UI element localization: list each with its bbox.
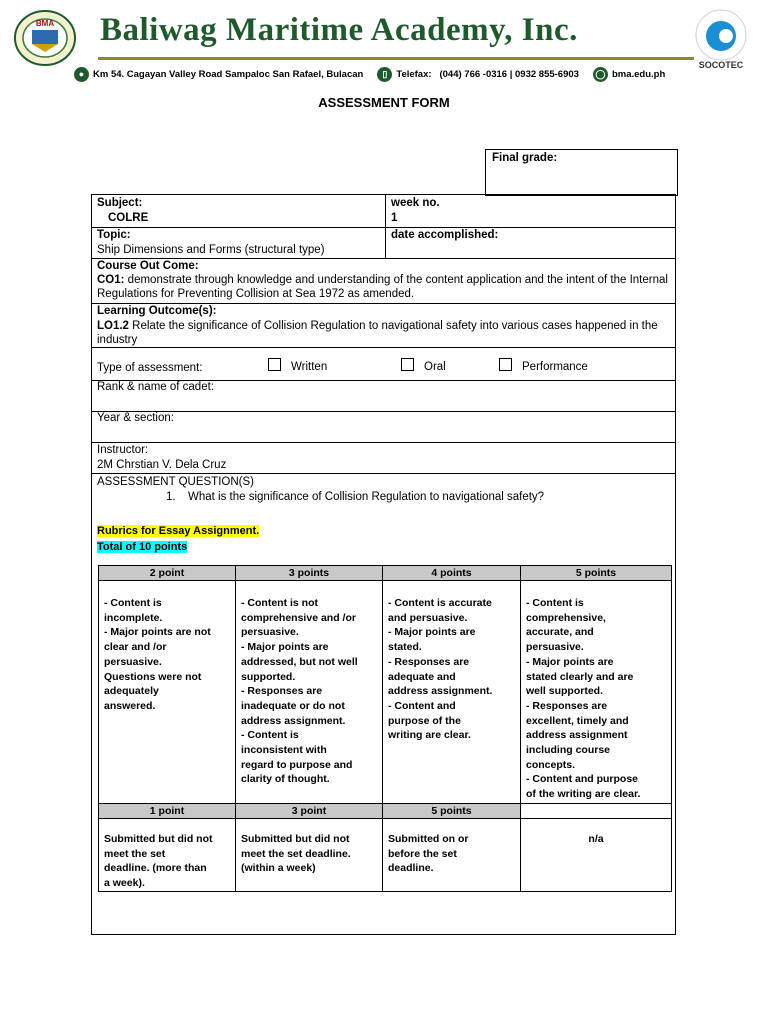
subject-label: Subject: bbox=[97, 197, 143, 209]
year-section-row[interactable] bbox=[92, 412, 675, 443]
week-label: week no. bbox=[391, 197, 440, 209]
rubric-content-row bbox=[99, 581, 672, 804]
website-text: bma.edu.ph bbox=[611, 68, 666, 80]
telefax-label: Telefax: bbox=[396, 68, 432, 80]
learning-outcome-label: Learning Outcome(s): bbox=[97, 305, 217, 317]
socotec-logo bbox=[690, 8, 752, 70]
globe-icon: ◯ bbox=[593, 67, 608, 82]
phone-icon: ▯ bbox=[377, 67, 392, 82]
rubric-header-cell: 5 points bbox=[521, 566, 672, 581]
rubric-cell: Submitted on or before the set deadline. bbox=[383, 819, 521, 892]
contact-row bbox=[74, 64, 698, 84]
subject-value: COLRE bbox=[108, 212, 149, 224]
topic-label: Topic: bbox=[97, 229, 131, 241]
course-outcome-text bbox=[97, 274, 671, 301]
lo-text: Relate the significance of Collision Regulation to navigational safety into various cases happened in the industry bbox=[97, 320, 658, 346]
rubric-cell: - Content is incomplete. - Major points are not clear and /or persuasive. Questions were not adequately answered. bbox=[99, 581, 236, 804]
rubric-header-cell: 5 points bbox=[383, 804, 521, 819]
academy-title: Baliwag Maritime Academy, Inc. bbox=[100, 12, 578, 48]
rubric-header-row bbox=[99, 566, 672, 581]
year-section-label: Year & section: bbox=[97, 412, 174, 424]
rubric-header-cell: 3 point bbox=[236, 804, 383, 819]
lo-code: LO1.2 bbox=[97, 320, 129, 332]
svg-text:SOCOTEC: SOCOTEC bbox=[698, 60, 744, 70]
oral-option[interactable] bbox=[401, 361, 446, 373]
week-value: 1 bbox=[391, 212, 398, 224]
bma-logo bbox=[14, 10, 76, 66]
written-checkbox[interactable] bbox=[268, 358, 281, 371]
rank-name-label: Rank & name of cadet: bbox=[97, 381, 214, 393]
co-text: demonstrate through knowledge and understanding of the content application and the intent of the Internal Regulations for Preventing Collision at Sea 1972 as amended. bbox=[97, 274, 668, 300]
rubric-cell: Submitted but did not meet the set deadline. (within a week) bbox=[236, 819, 383, 892]
written-label: Written bbox=[291, 361, 328, 373]
rubric-header-cell: 2 point bbox=[99, 566, 236, 581]
co-code: CO1: bbox=[97, 274, 125, 286]
rubric-cell: - Content is accurate and persuasive. - Major points are stated. - Responses are adequate and address assignment. - Content and purpose of the writing are clear. bbox=[383, 581, 521, 804]
course-outcome-row bbox=[92, 259, 675, 304]
form-title: ASSESSMENT FORM bbox=[318, 95, 450, 110]
total-points-label: Total of 10 points bbox=[97, 541, 188, 553]
rubric-cell: Submitted but did not meet the set deadline. (more than a week). bbox=[99, 819, 236, 892]
performance-option[interactable] bbox=[499, 361, 588, 373]
subject-row bbox=[92, 195, 675, 228]
rubric-header-cell: 4 points bbox=[383, 566, 521, 581]
final-grade-label: Final grade: bbox=[492, 152, 558, 164]
instructor-label: Instructor: bbox=[97, 444, 149, 456]
rubrics-label: Rubrics for Essay Assignment. bbox=[97, 525, 260, 537]
course-outcome-label: Course Out Come: bbox=[97, 260, 199, 272]
topic-row bbox=[92, 228, 675, 259]
header-rule bbox=[98, 57, 694, 60]
svg-text:BMA: BMA bbox=[35, 19, 55, 28]
written-option[interactable] bbox=[268, 361, 327, 373]
assessment-form bbox=[91, 194, 676, 935]
rubric-submission-row bbox=[99, 819, 672, 892]
final-grade-box[interactable] bbox=[485, 149, 678, 196]
learning-outcome-text bbox=[97, 320, 671, 347]
rubric-header-cell bbox=[521, 804, 672, 819]
instructor-row bbox=[92, 443, 675, 474]
rubric-header-row-2 bbox=[99, 804, 672, 819]
location-pin-icon: ● bbox=[74, 67, 89, 82]
topic-value: Ship Dimensions and Forms (structural type) bbox=[97, 244, 325, 256]
rubric-cell: - Content is comprehensive, accurate, and persuasive. - Major points are stated clearly and are well supported. - Responses are excellent, timely and address assignment including course concepts. - Content and purpose of the writing are clear. bbox=[521, 581, 672, 804]
assessment-type-label: Type of assessment: bbox=[97, 362, 203, 374]
address-text: Km 54. Cagayan Valley Road Sampaloc San Rafael, Bulacan bbox=[93, 68, 364, 80]
performance-label: Performance bbox=[522, 361, 588, 373]
rubric-cell: n/a bbox=[521, 819, 672, 892]
question-number: 1. bbox=[166, 491, 176, 503]
rank-name-row[interactable] bbox=[92, 381, 675, 412]
rubric-header-cell: 3 points bbox=[236, 566, 383, 581]
assessment-questions-label: ASSESSMENT QUESTION(S) bbox=[97, 476, 254, 488]
instructor-value: 2M Chrstian V. Dela Cruz bbox=[97, 459, 227, 471]
telefax-value: (044) 766 -0316 | 0932 855-6903 bbox=[439, 68, 579, 80]
oral-label: Oral bbox=[424, 361, 446, 373]
performance-checkbox[interactable] bbox=[499, 358, 512, 371]
rubric-table bbox=[98, 565, 672, 892]
learning-outcome-row bbox=[92, 304, 675, 348]
oral-checkbox[interactable] bbox=[401, 358, 414, 371]
rubric-header-cell: 1 point bbox=[99, 804, 236, 819]
question-text: What is the significance of Collision Regulation to navigational safety? bbox=[188, 491, 545, 503]
date-label: date accomplished: bbox=[391, 229, 499, 241]
rubric-cell: - Content is not comprehensive and /or persuasive. - Major points are addressed, but not well supported. - Responses are inadequate or do not address assignment. - Content is inconsistent with regard to purpose and clarity of thought. bbox=[236, 581, 383, 804]
